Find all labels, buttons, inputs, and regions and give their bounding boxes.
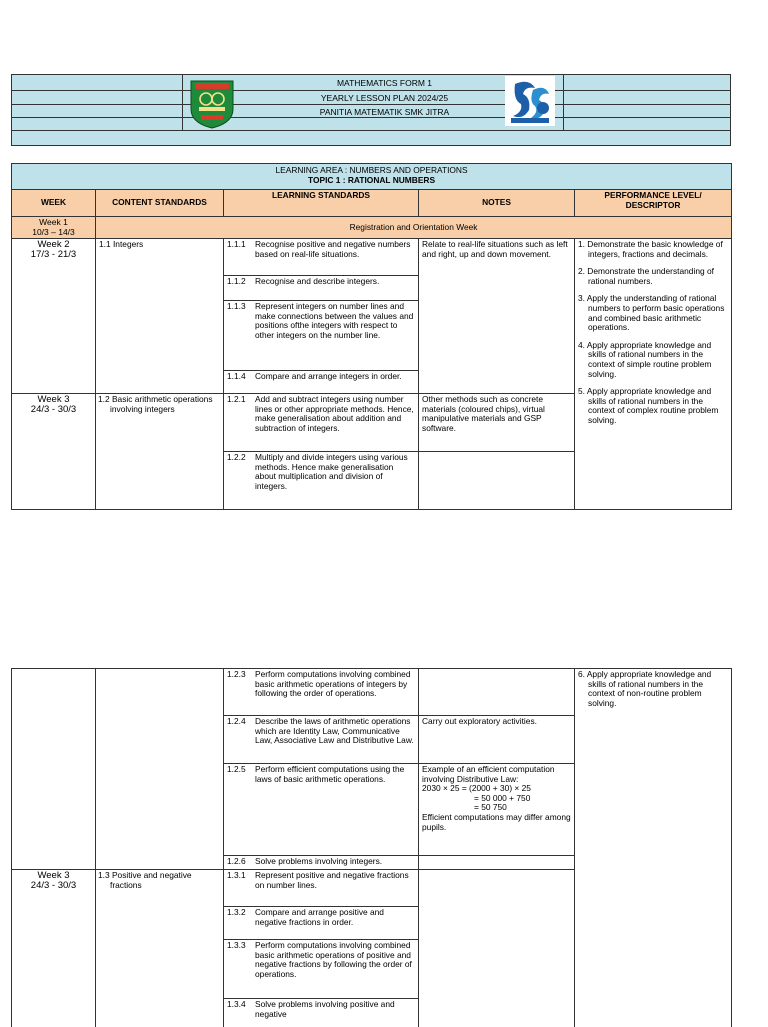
- content-standard-1-2: 1.2 Basic arithmetic operations involving integers: [96, 394, 224, 510]
- learning-area-title: LEARNING AREA : NUMBERS AND OPERATIONS: [275, 165, 468, 175]
- content-standard-1-3: 1.3 Positive and negative fractions: [96, 870, 224, 1027]
- notes-1-2-5: [419, 764, 575, 856]
- col-learning-standards: LEARNING STANDARDS: [224, 190, 419, 217]
- learning-standard-1-3-3: 1.3.3 Perform computations involving combined basic arithmetic operations of positive and negative fractions by following the order of operations.: [224, 940, 419, 999]
- perf-level-6: 6. Apply appropriate knowledge and skills of rational numbers in the context of non-routine problem solving.: [578, 669, 712, 708]
- week3-date: 24/3 - 30/3: [30, 404, 77, 415]
- week3b-date: 24/3 - 30/3: [30, 880, 77, 891]
- perf-level-4: 4. Apply appropriate knowledge and skills of rational numbers in the context of simple routine problem solving.: [578, 339, 712, 379]
- document-header: [11, 74, 731, 146]
- learning-standard-1-2-2: 1.2.2 Multiply and divide integers using various methods. Hence make generalisation about multiplication and division of integers.: [224, 452, 419, 510]
- week2-label: Week 2: [37, 239, 70, 250]
- learning-standard-1-1-3: 1.1.3 Represent integers on number lines and make connections between the values and positions ofthe integers with respect to other integers on the number line.: [224, 301, 419, 371]
- notes-example-remark: Efficient computations may differ among pupils.: [422, 811, 571, 832]
- notes-1-2-4: Carry out exploratory activities.: [419, 716, 575, 764]
- learning-standard-1-1-1: 1.1.1 Recognise positive and negative numbers based on real-life situations.: [224, 239, 419, 276]
- perf-level-5: 5. Apply appropriate knowledge and skills of rational numbers in the context of complex routine problem solving.: [578, 386, 719, 425]
- sj-25-logo: [505, 76, 555, 126]
- topic-title: TOPIC 1 : RATIONAL NUMBERS: [308, 174, 436, 185]
- week1-label: Week 1: [39, 217, 68, 227]
- notes-week3: Other methods such as concrete materials (coloured chips), virtual manipulative materials and GSP software.: [419, 394, 575, 452]
- notes-1-2-6: [419, 856, 575, 870]
- content-standard-1-1: 1.1 Integers: [96, 239, 224, 394]
- learning-standard-1-1-4: 1.1.4 Compare and arrange integers in order.: [224, 371, 419, 394]
- week3b-label: Week 3: [37, 870, 70, 881]
- learning-standard-1-2-1: 1.2.1 Add and subtract integers using number lines or other appropriate methods. Hence, make generalisation about addition and subtraction of integers.: [224, 394, 419, 452]
- perf-level-2: 2. Demonstrate the understanding of rational numbers.: [578, 266, 714, 286]
- learning-standard-1-3-1: 1.3.1 Represent positive and negative fractions on number lines.: [224, 870, 419, 907]
- notes-example-line1: 2030 × 25 = (2000 + 30) × 25: [422, 783, 531, 794]
- notes-example-line3: = 50 750: [474, 802, 507, 813]
- col-notes: NOTES: [419, 190, 575, 217]
- notes-week2: Relate to real-life situations such as left and right, up and down movement.: [419, 239, 575, 394]
- header-subject: MATHEMATICS FORM 1: [336, 78, 433, 88]
- week3-cell: [12, 394, 96, 510]
- orientation-week-cell: Registration and Orientation Week: [96, 217, 732, 239]
- perf-level-1: 1. Demonstrate the basic knowledge of integers, fractions and decimals.: [578, 239, 723, 259]
- performance-descriptors: [575, 239, 732, 510]
- header-panel: PANITIA MATEMATIK SMK JITRA: [319, 107, 450, 117]
- week3-fractions-cell: [12, 870, 96, 1027]
- week2-date: 17/3 - 21/3: [30, 249, 77, 260]
- learning-standard-1-2-4: 1.2.4 Describe the laws of arithmetic operations which are Identity Law, Communicative Law, Associative Law and Distributive Law.: [224, 716, 419, 764]
- col-performance-level: PERFORMANCE LEVEL/ DESCRIPTOR: [575, 190, 732, 217]
- content-standard-continued: [96, 669, 224, 870]
- notes-week3-empty: [419, 452, 575, 510]
- learning-standard-1-3-4: 1.3.4 Solve problems involving positive and negative: [224, 999, 419, 1027]
- learning-standard-1-2-3: 1.2.3 Perform computations involving combined basic arithmetic operations of integers by following the order of operations.: [224, 669, 419, 716]
- learning-standard-1-1-2: 1.1.2 Recognise and describe integers.: [224, 276, 419, 301]
- notes-example-intro: Example of an efficient computation involving Distributive Law:: [422, 764, 555, 784]
- notes-fractions: [419, 870, 575, 1027]
- col-content-standards: CONTENT STANDARDS: [96, 190, 224, 217]
- week2-cell: [12, 239, 96, 394]
- learning-standard-1-2-5: 1.2.5 Perform efficient computations using the laws of basic arithmetic operations.: [224, 764, 419, 856]
- performance-descriptors-continued: [575, 669, 732, 1027]
- col-week: WEEK: [12, 190, 96, 217]
- learning-standard-1-2-6: 1.2.6 Solve problems involving integers.: [224, 856, 419, 870]
- header-plan-year: YEARLY LESSON PLAN 2024/25: [320, 93, 449, 103]
- notes-1-2-3: [419, 669, 575, 716]
- week3-label: Week 3: [37, 394, 70, 405]
- lesson-plan-table-1: [11, 163, 732, 510]
- learning-standard-1-3-2: 1.3.2 Compare and arrange positive and negative fractions in order.: [224, 907, 419, 940]
- week1-date: 10/3 – 14/3: [32, 226, 75, 237]
- perf-level-3: 3. Apply the understanding of rational numbers to perform basic operations and combined basic arithmetic operations.: [578, 293, 725, 333]
- school-crest-logo: [189, 79, 235, 129]
- week-cell-continued: [12, 669, 96, 870]
- lesson-plan-table-2: [11, 668, 732, 1027]
- learning-area-row: [12, 164, 732, 190]
- week1-cell: [12, 217, 96, 239]
- notes-example-line2: = 50 000 + 750: [474, 792, 531, 803]
